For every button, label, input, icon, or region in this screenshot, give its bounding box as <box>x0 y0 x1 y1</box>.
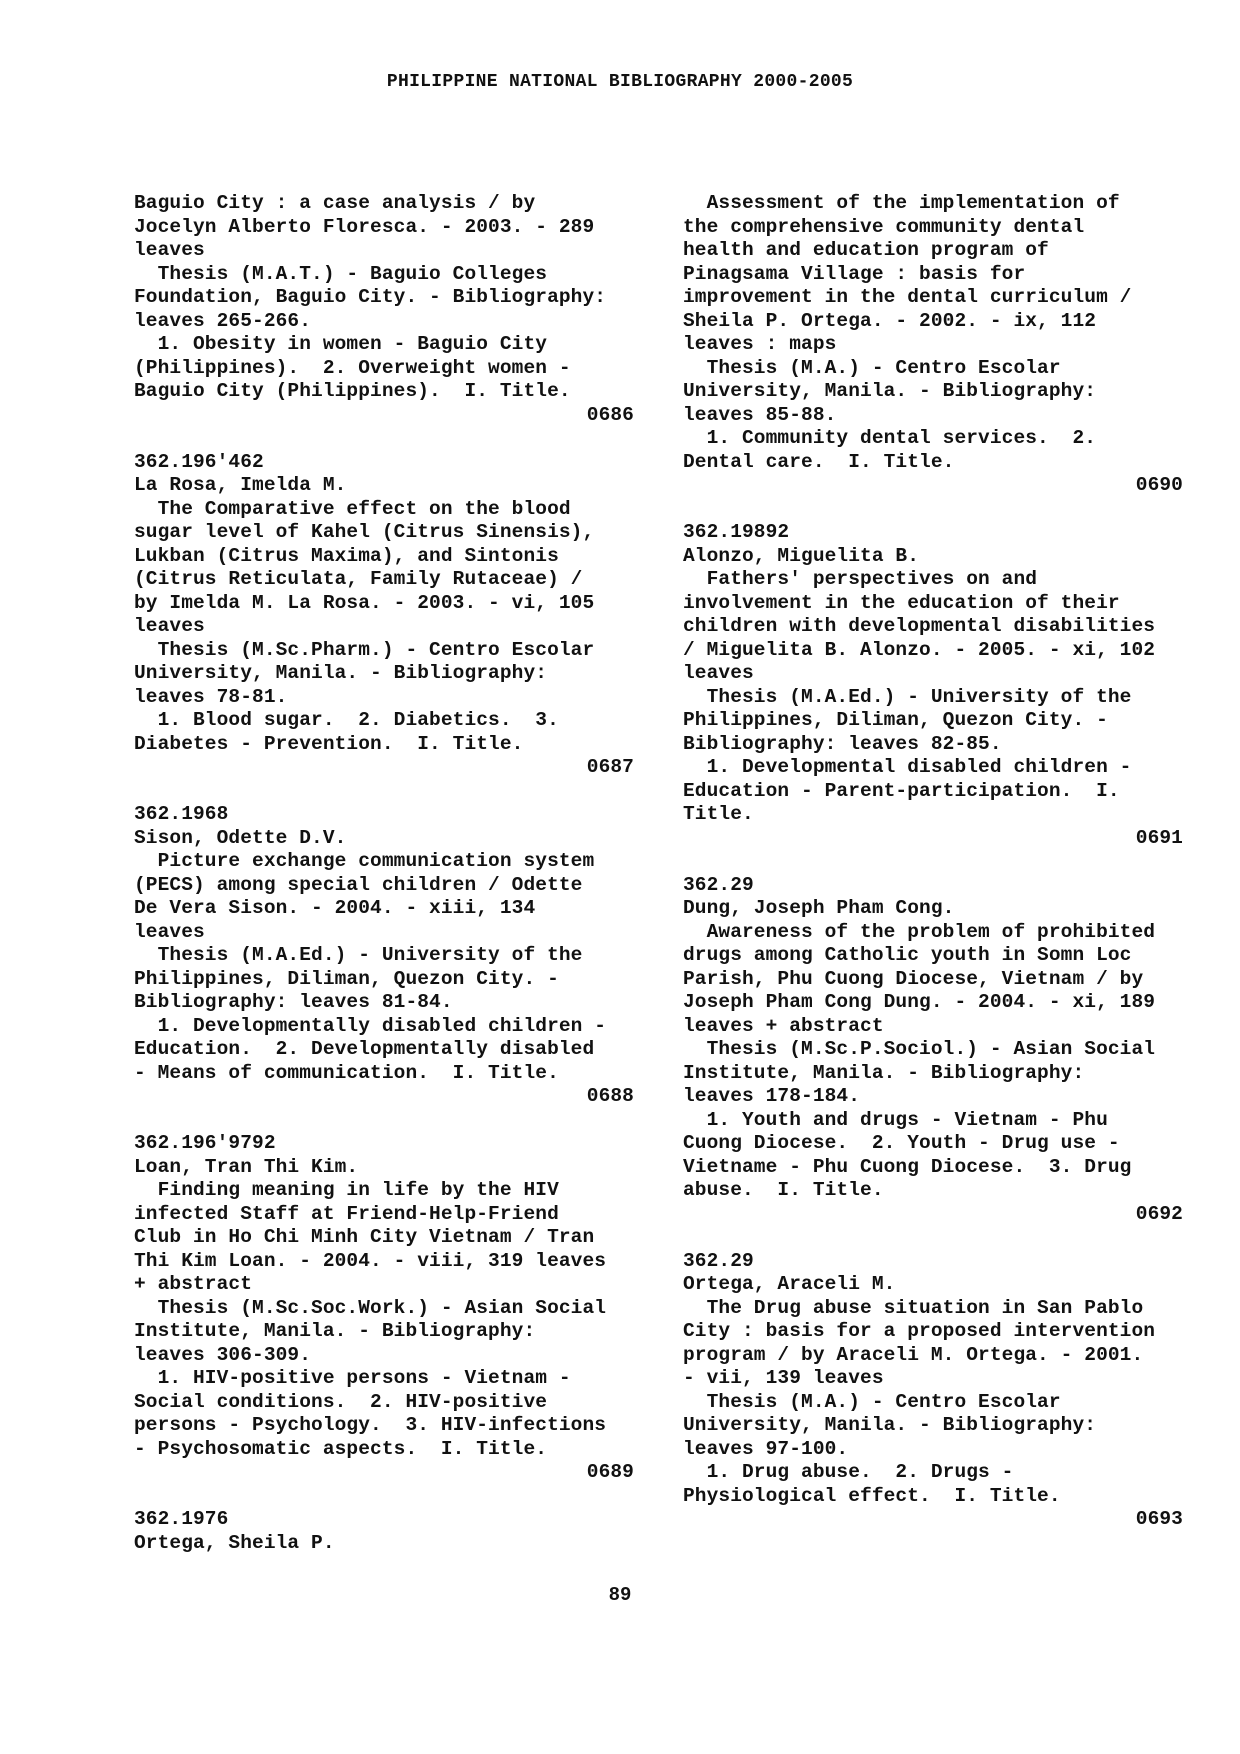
entry-line: Ortega, Sheila P. <box>134 1531 335 1554</box>
entry-line: / Miguelita B. Alonzo. - 2005. - xi, 102 <box>683 638 1156 661</box>
entry-line: leaves 265-266. <box>134 309 312 332</box>
entry-line: + abstract <box>134 1273 253 1295</box>
entry-line: Thesis (M.A.Ed.) - University of the <box>134 944 583 966</box>
entry-line: leaves 97-100. <box>683 1437 849 1460</box>
bibliography-entry <box>134 451 634 780</box>
entry-line: Social conditions. 2. HIV-positive <box>134 1390 548 1413</box>
entry-gap <box>134 427 634 451</box>
entry-line: leaves <box>683 662 754 684</box>
entry-line: the comprehensive community dental <box>683 215 1085 238</box>
bibliography-entry <box>134 803 634 1109</box>
entry-line: Dung, Joseph Pham Cong. <box>683 897 955 919</box>
entry-line: Thi Kim Loan. - 2004. - viii, 319 leaves <box>134 1249 607 1272</box>
entry-gap <box>683 498 1183 522</box>
entry-line: Bibliography: leaves 81-84. <box>134 991 453 1013</box>
entry-line: Baguio City : a case analysis / by <box>134 192 536 214</box>
page-header: PHILIPPINE NATIONAL BIBLIOGRAPHY 2000-2005 <box>386 72 854 92</box>
entry-line: Physiological effect. I. Title. <box>683 1484 1061 1507</box>
entry-line: Sheila P. Ortega. - 2002. - ix, 112 <box>683 309 1097 332</box>
entry-line: improvement in the dental curriculum / <box>683 286 1132 308</box>
entry-line: Philippines, Diliman, Quezon City. - <box>683 709 1108 731</box>
entry-line: Education - Parent-participation. I. <box>683 779 1120 802</box>
entry-line: 1. Blood sugar. 2. Diabetics. 3. <box>134 709 559 731</box>
entry-number: 0687 <box>586 756 634 778</box>
entry-line: abuse. I. Title. <box>683 1179 884 1201</box>
entry-line: University, Manila. - Bibliography: <box>683 380 1097 402</box>
entry-gap <box>134 780 634 804</box>
entry-line: Club in Ho Chi Minh City Vietnam / Tran <box>134 1226 595 1248</box>
entry-line: Thesis (M.Sc.Pharm.) - Centro Escolar <box>134 638 595 661</box>
bibliography-entry <box>683 874 1183 1227</box>
entry-line: drugs among Catholic youth in Somn Loc <box>683 944 1132 966</box>
entry-line: 362.1968 <box>134 803 229 825</box>
entry-line: leaves 306-309. <box>134 1343 312 1366</box>
entry-line: involvement in the education of their <box>683 591 1120 614</box>
entry-line: 362.196'462 <box>134 450 264 473</box>
bibliography-entry <box>683 1250 1183 1532</box>
entry-number: 0686 <box>586 403 634 426</box>
entry-line: Vietname - Phu Cuong Diocese. 3. Drug <box>683 1155 1132 1178</box>
entry-line: program / by Araceli M. Ortega. - 2001. <box>683 1343 1144 1366</box>
bibliography-entry <box>134 1508 634 1555</box>
entry-line: 1. Developmentally disabled children - <box>134 1014 607 1037</box>
bibliography-entry <box>134 1132 634 1485</box>
entry-line: (Philippines). 2. Overweight women - <box>134 356 571 379</box>
entry-line: leaves 85-88. <box>683 403 837 426</box>
entry-line: Lukban (Citrus Maxima), and Sintonis <box>134 544 559 567</box>
entry-line: City : basis for a proposed intervention <box>683 1320 1156 1342</box>
entry-line: Assessment of the implementation of <box>683 192 1120 214</box>
entry-number: 0688 <box>586 1085 634 1107</box>
entry-line: leaves 78-81. <box>134 685 288 708</box>
entry-line: Pinagsama Village : basis for <box>683 262 1026 285</box>
left-column <box>134 192 634 1555</box>
entry-line: (PECS) among special children / Odette <box>134 873 583 896</box>
entry-line: La Rosa, Imelda M. <box>134 474 347 496</box>
entry-line: 362.29 <box>683 1249 754 1272</box>
entry-line: Thesis (M.A.) - Centro Escolar <box>683 1390 1061 1413</box>
entry-line: Ortega, Araceli M. <box>683 1273 896 1295</box>
entry-line: Thesis (M.Sc.Soc.Work.) - Asian Social <box>134 1296 607 1319</box>
entry-number: 0690 <box>1135 474 1183 496</box>
entry-line: Sison, Odette D.V. <box>134 826 347 849</box>
entry-line: Picture exchange communication system <box>134 850 595 872</box>
entry-line: infected Staff at Friend-Help-Friend <box>134 1202 559 1225</box>
entry-line: Fathers' perspectives on and <box>683 568 1038 590</box>
entry-line: Joseph Pham Cong Dung. - 2004. - xi, 189 <box>683 991 1156 1013</box>
entry-line: Alonzo, Miguelita B. <box>683 544 920 567</box>
entry-line: University, Manila. - Bibliography: <box>134 662 548 684</box>
entry-line: Cuong Diocese. 2. Youth - Drug use - <box>683 1132 1120 1154</box>
entry-line: Foundation, Baguio City. - Bibliography: <box>134 286 607 308</box>
entry-line: Dental care. I. Title. <box>683 450 955 473</box>
entry-line: Thesis (M.A.T.) - Baguio Colleges <box>134 262 548 285</box>
entry-line: by Imelda M. La Rosa. - 2003. - vi, 105 <box>134 591 595 614</box>
entry-gap <box>683 850 1183 874</box>
entry-line: Education. 2. Developmentally disabled <box>134 1038 595 1060</box>
entry-number: 0691 <box>1135 826 1183 849</box>
entry-line: Thesis (M.Sc.P.Sociol.) - Asian Social <box>683 1038 1156 1060</box>
page-number: 89 <box>608 1584 632 1606</box>
entry-line: leaves <box>134 239 205 261</box>
entry-line: Thesis (M.A.Ed.) - University of the <box>683 685 1132 708</box>
entry-line: 1. Youth and drugs - Vietnam - Phu <box>683 1108 1108 1131</box>
entry-line: University, Manila. - Bibliography: <box>683 1414 1097 1436</box>
entry-line: 362.29 <box>683 873 754 896</box>
entry-line: 362.1976 <box>134 1508 229 1530</box>
entry-line: - Means of communication. I. Title. <box>134 1061 559 1084</box>
entry-line: Diabetes - Prevention. I. Title. <box>134 732 524 755</box>
entry-line: The Drug abuse situation in San Pablo <box>683 1296 1144 1319</box>
entry-gap <box>683 1226 1183 1250</box>
bibliography-entry <box>134 192 634 427</box>
entry-line: leaves <box>134 920 205 943</box>
entry-line: Loan, Tran Thi Kim. <box>134 1155 359 1178</box>
bibliography-entry <box>683 521 1183 850</box>
entry-line: - Psychosomatic aspects. I. Title. <box>134 1437 548 1460</box>
entry-line: De Vera Sison. - 2004. - xiii, 134 <box>134 897 536 919</box>
entry-line: leaves <box>134 615 205 637</box>
entry-line: Jocelyn Alberto Floresca. - 2003. - 289 <box>134 215 595 238</box>
entry-line: Institute, Manila. - Bibliography: <box>683 1061 1085 1084</box>
entry-number: 0693 <box>1135 1508 1183 1530</box>
entry-line: health and education program of <box>683 239 1049 261</box>
entry-number: 0689 <box>586 1461 634 1483</box>
entry-line: children with developmental disabilities <box>683 615 1156 637</box>
entry-line: sugar level of Kahel (Citrus Sinensis), <box>134 521 595 543</box>
entry-line: Awareness of the problem of prohibited <box>683 920 1156 943</box>
right-column <box>683 192 1183 1532</box>
entry-line: 362.19892 <box>683 521 790 543</box>
entry-line: 1. Obesity in women - Baguio City <box>134 333 548 355</box>
entry-line: Baguio City (Philippines). I. Title. <box>134 380 571 402</box>
entry-line: - vii, 139 leaves <box>683 1367 884 1389</box>
entry-line: 1. Drug abuse. 2. Drugs - <box>683 1461 1014 1483</box>
entry-line: Finding meaning in life by the HIV <box>134 1179 559 1201</box>
entry-gap <box>134 1485 634 1509</box>
entry-line: leaves : maps <box>683 333 837 355</box>
entry-line: Parish, Phu Cuong Diocese, Vietnam / by <box>683 967 1144 990</box>
entry-line: The Comparative effect on the blood <box>134 497 571 520</box>
entry-line: 1. Developmental disabled children - <box>683 756 1132 778</box>
entry-line: Philippines, Diliman, Quezon City. - <box>134 967 559 990</box>
entry-line: persons - Psychology. 3. HIV-infections <box>134 1414 607 1436</box>
entry-gap <box>134 1109 634 1133</box>
entry-line: Institute, Manila. - Bibliography: <box>134 1320 536 1342</box>
entry-line: leaves 178-184. <box>683 1085 861 1107</box>
entry-line: 1. HIV-positive persons - Vietnam - <box>134 1367 571 1389</box>
entry-line: Title. <box>683 803 754 825</box>
entry-number: 0692 <box>1135 1202 1183 1225</box>
entry-line: (Citrus Reticulata, Family Rutaceae) / <box>134 568 583 590</box>
entry-line: leaves + abstract <box>683 1014 884 1037</box>
entry-line: Bibliography: leaves 82-85. <box>683 732 1002 755</box>
entry-line: 362.196'9792 <box>134 1132 276 1154</box>
entry-line: Thesis (M.A.) - Centro Escolar <box>683 356 1061 379</box>
entry-line: 1. Community dental services. 2. <box>683 427 1097 449</box>
bibliography-entry <box>683 192 1183 498</box>
